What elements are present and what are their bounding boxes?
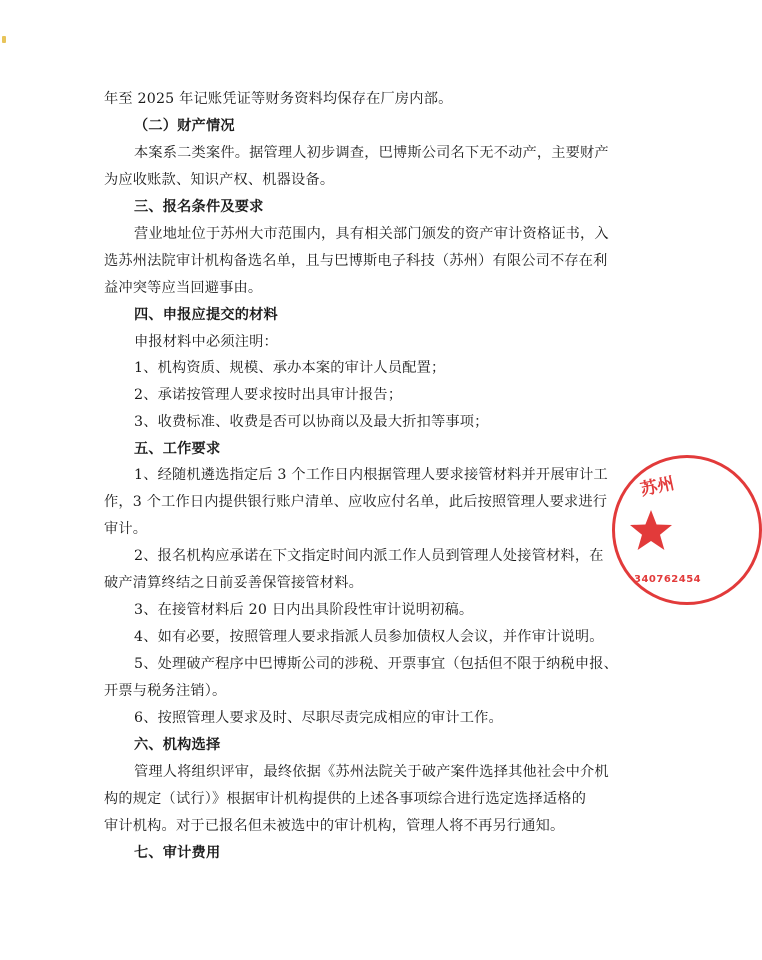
text-line: 开票与税务注销）。 [104,683,227,699]
list-item: 1、机构资质、规模、承办本案的审计人员配置； [134,360,446,376]
text-line: 年至 2025 年记账凭证等财务资料均保存在厂房内部。 [104,91,453,107]
heading-section-7: 七、审计费用 [134,845,221,861]
list-item: 4、如有必要，按照管理人要求指派人员参加债权人会议，并作审计说明。 [134,629,604,645]
text-line: 申报材料中必须注明： [134,334,278,350]
heading-section-3: 三、报名条件及要求 [134,199,264,215]
text-line: 本案系二类案件。据管理人初步调查，巴博斯公司名下无不动产，主要财产 [134,145,609,161]
subheading-property: （二）财产情况 [134,118,235,134]
list-item: 6、按照管理人要求及时、尽职尽责完成相应的审计工作。 [134,710,503,726]
text-line: 破产清算终结之日前妥善保管接管材料。 [104,575,363,591]
text-line: 益冲突等应当回避事由。 [104,280,263,296]
seal-bottom-text: 340762454 [634,574,702,585]
list-item: 1、经随机遴选指定后 3 个工作日内根据管理人要求接管材料并开展审计工 [134,467,608,483]
heading-section-5: 五、工作要求 [134,441,221,457]
seal-top-text: 苏州 [638,473,677,501]
text-line: 审计机构。对于已报名但未被选中的审计机构，管理人将不再另行通知。 [104,818,565,834]
text-line: 审计。 [104,521,148,537]
text-line: 选苏州法院审计机构备选名单，且与巴博斯电子科技（苏州）有限公司不存在利 [104,253,608,269]
text-line: 为应收账款、知识产权、机器设备。 [104,172,335,188]
heading-section-4: 四、申报应提交的材料 [134,307,278,323]
heading-section-6: 六、机构选择 [134,737,221,753]
list-item: 2、承诺按管理人要求按时出具审计报告； [134,387,403,403]
seal-star-icon [628,508,674,554]
text-line: 构的规定（试行）》根据审计机构提供的上述各事项综合进行选定选择适格的 [104,791,587,807]
text-line: 营业地址位于苏州大市范围内，具有相关部门颁发的资产审计资格证书，入 [134,226,609,242]
list-item: 2、报名机构应承诺在下文指定时间内派工作人员到管理人处接管材料，在 [134,548,604,564]
list-item: 3、在接管材料后 20 日内出具阶段性审计说明初稿。 [134,602,474,618]
list-item: 3、收费标准、收费是否可以协商以及最大折扣等事项； [134,414,489,430]
list-item: 5、处理破产程序中巴博斯公司的涉税、开票事宜（包括但不限于纳税申报、 [134,656,619,672]
text-line: 作，3 个工作日内提供银行账户清单、应收应付名单，此后按照管理人要求进行 [104,494,608,510]
margin-mark [2,36,6,43]
text-line: 管理人将组织评审，最终依据《苏州法院关于破产案件选择其他社会中介机 [134,764,609,780]
